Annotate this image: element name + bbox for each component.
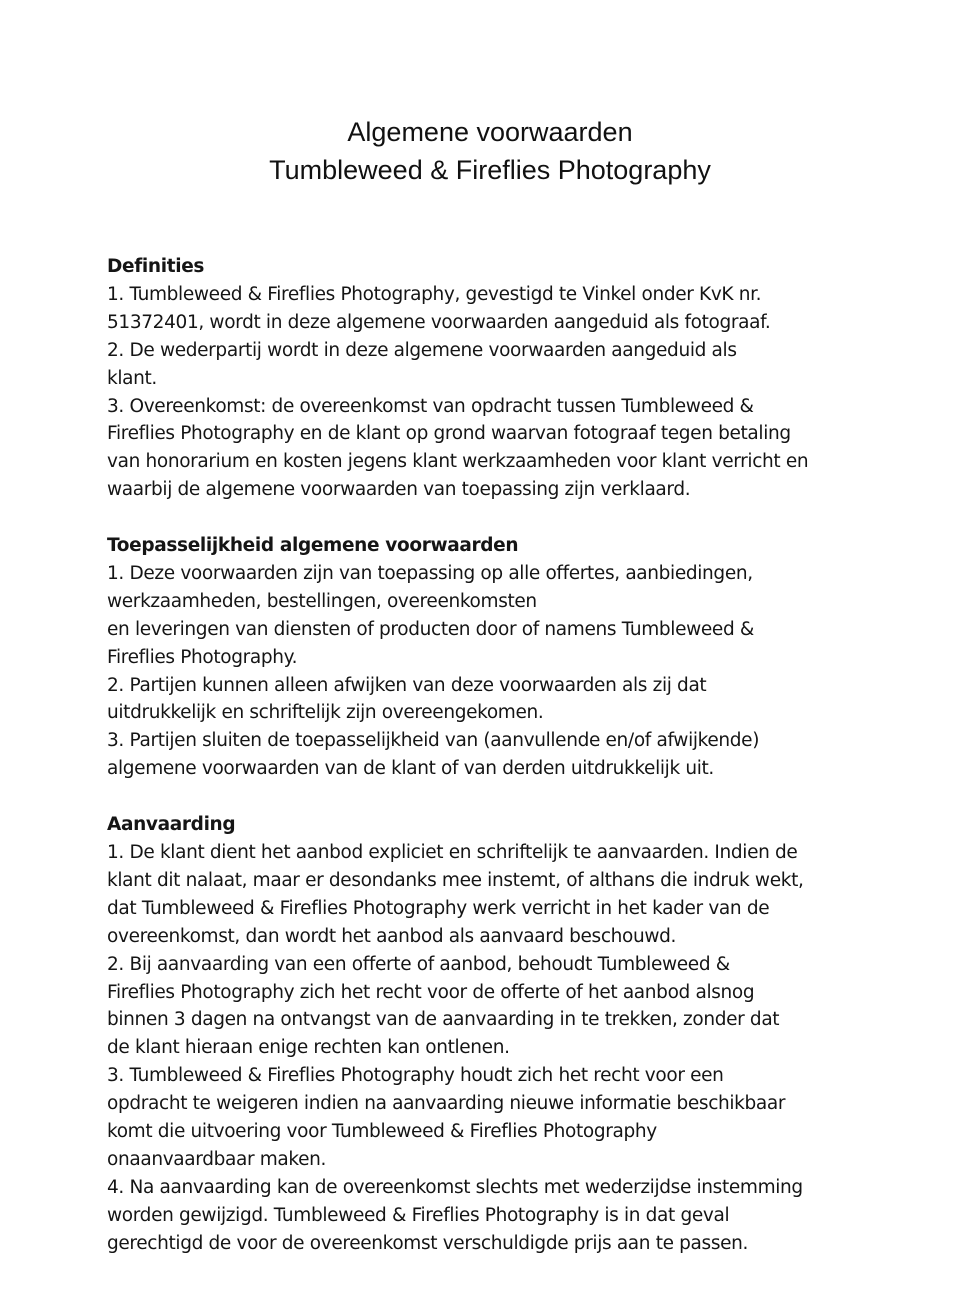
text-line: worden gewijzigd. Tumbleweed & Fireflies Photography is in dat geval (107, 1204, 730, 1226)
text-line: overeenkomst, dan wordt het aanbod als aanvaard beschouwd. (107, 925, 677, 947)
text-line: onaanvaardbaar maken. (107, 1148, 327, 1170)
section-aanvaarding (107, 811, 887, 1258)
text-line: werkzaamheden, bestellingen, overeenkomsten (107, 590, 537, 612)
title-line-1: Algemene voorwaarden (347, 117, 633, 147)
section-definities (107, 253, 887, 504)
text-line: klant. (107, 367, 157, 389)
document-body (107, 253, 887, 1258)
text-line: waarbij de algemene voorwaarden van toepassing zijn verklaard. (107, 479, 691, 501)
section-heading: Definities (107, 256, 205, 277)
text-line: opdracht te weigeren indien na aanvaarding nieuwe informatie beschikbaar (107, 1093, 786, 1115)
document-title (0, 113, 980, 189)
text-line: 4. Na aanvaarding kan de overeenkomst slechts met wederzijdse instemming (107, 1176, 803, 1198)
section-toepasselijkheid (107, 532, 887, 783)
text-line: gerechtigd de voor de overeenkomst verschuldigde prijs aan te passen. (107, 1232, 749, 1254)
text-line: komt die uitvoering voor Tumbleweed & Fireflies Photography (107, 1121, 657, 1143)
text-line: 2. De wederpartij wordt in deze algemene voorwaarden aangeduid als (107, 339, 737, 361)
text-line: 51372401, wordt in deze algemene voorwaarden aangeduid als fotograaf. (107, 311, 771, 333)
text-line: 1. Tumbleweed & Fireflies Photography, gevestigd te Vinkel onder KvK nr. (107, 283, 762, 305)
text-line: 2. Bij aanvaarding van een offerte of aanbod, behoudt Tumbleweed & (107, 953, 730, 975)
text-line: 2. Partijen kunnen alleen afwijken van deze voorwaarden als zij dat (107, 674, 707, 696)
text-line: 3. Overeenkomst: de overeenkomst van opdracht tussen Tumbleweed & (107, 395, 754, 417)
text-line: Fireflies Photography en de klant op grond waarvan fotograaf tegen betaling (107, 423, 791, 445)
text-line: dat Tumbleweed & Fireflies Photography werk verricht in het kader van de (107, 897, 770, 919)
text-line: algemene voorwaarden van de klant of van derden uitdrukkelijk uit. (107, 758, 714, 780)
text-line: 3. Partijen sluiten de toepasselijkheid van (aanvullende en/of afwijkende) (107, 730, 760, 752)
section-heading: Toepasselijkheid algemene voorwaarden (107, 535, 519, 557)
text-line: Fireflies Photography zich het recht voor de offerte of het aanbod alsnog (107, 981, 755, 1003)
text-line: en leveringen van diensten of producten door of namens Tumbleweed & (107, 618, 754, 640)
text-line: de klant hieraan enige rechten kan ontlenen. (107, 1037, 510, 1059)
text-line: Fireflies Photography. (107, 646, 298, 668)
text-line: van honorarium en kosten jegens klant werkzaamheden voor klant verricht en (107, 451, 809, 473)
text-line: uitdrukkelijk en schriftelijk zijn overeengekomen. (107, 702, 544, 724)
section-heading: Aanvaarding (107, 814, 236, 836)
text-line: binnen 3 dagen na ontvangst van de aanvaarding in te trekken, zonder dat (107, 1009, 780, 1031)
title-line-2: Tumbleweed & Fireflies Photography (269, 155, 711, 185)
text-line: 1. De klant dient het aanbod expliciet en schriftelijk te aanvaarden. Indien de (107, 842, 798, 863)
text-line: 3. Tumbleweed & Fireflies Photography houdt zich het recht voor een (107, 1065, 724, 1087)
text-line: klant dit nalaat, maar er desondanks mee instemt, of althans die indruk wekt, (107, 869, 804, 891)
text-line: 1. Deze voorwaarden zijn van toepassing op alle offertes, aanbiedingen, (107, 562, 753, 584)
